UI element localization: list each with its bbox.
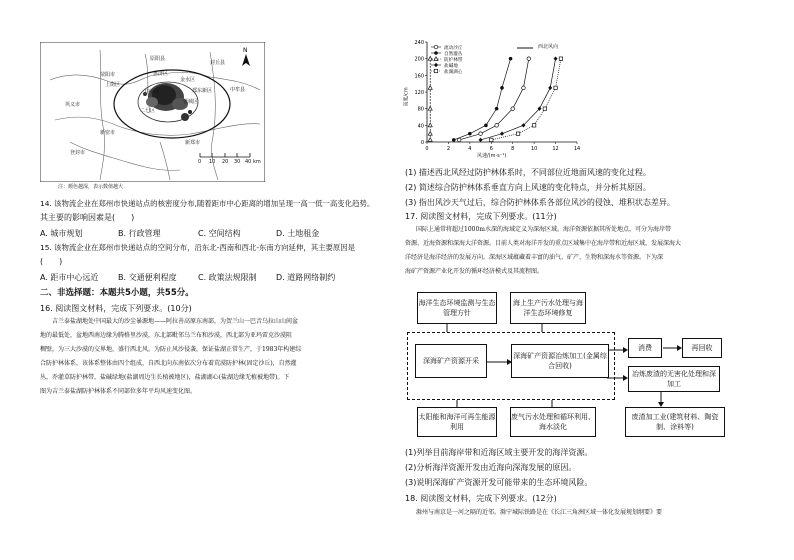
legend-label: 防护林带 bbox=[444, 57, 463, 63]
chart-legend bbox=[431, 44, 463, 75]
box-waste-industry: 废渣加工业(建筑材料、陶瓷制、涂料等) bbox=[625, 407, 725, 437]
data-point bbox=[548, 86, 552, 90]
legend-item bbox=[431, 68, 463, 75]
data-point bbox=[509, 57, 513, 61]
place-label: 原阳县 bbox=[150, 56, 166, 62]
data-point bbox=[495, 124, 499, 128]
series-5 bbox=[490, 57, 563, 142]
data-point bbox=[516, 132, 519, 135]
series-3 bbox=[428, 56, 432, 141]
q16-part: (1) 描述西北风经过防护林体系时，不同部位近地面风速的变化过程。 bbox=[405, 168, 651, 177]
data-point bbox=[452, 138, 456, 142]
box-eco-monitoring: 海洋生态环境监测与生态管理方针 bbox=[417, 292, 497, 324]
y-tick-label: 40 bbox=[417, 123, 424, 130]
q17-part: (1)列举目前海岸带和近海区域主要开发的海洋资源。 bbox=[405, 448, 593, 457]
data-point bbox=[428, 56, 432, 60]
place-label: 中牟县 bbox=[230, 87, 246, 93]
q14-option-b[interactable]: B. 行政管理 bbox=[118, 229, 161, 238]
data-point bbox=[428, 138, 432, 142]
section-heading: 二、非选择题：本题共5小题，共55分。 bbox=[40, 288, 194, 298]
q16-line: 合防护林体系，该体系整体由四个组成，自西北向东南依次分布着荒漠防护林(固定沙丘)，自然灌 bbox=[40, 360, 297, 367]
x-tick-label: 10 bbox=[530, 146, 538, 152]
q16-line: 丛，乔灌草防护林带，盐碱绿地(盐湖周边生长植被地区)，盐湖湖心(盐湖边缘无植被地带)。下 bbox=[40, 374, 290, 381]
box-sewage-treatment: 海上生产污水处理与海洋生态环境修复 bbox=[510, 292, 586, 324]
q15-text: 15. 该物流企业在郑州市快递站点的空间分布，沿东北-西南和西北-东南方向延伸，其主要原因是 bbox=[40, 243, 356, 252]
q15-option-b[interactable]: B. 交通便利程度 bbox=[118, 273, 177, 282]
q17-line: 洋经济是海洋经济的发展方向。深海区域蕴藏着丰富的油气、矿产、生物和深海水等资源。下为深 bbox=[405, 254, 664, 261]
place-label: 管城区 bbox=[183, 99, 199, 105]
q17-line: 资源、近海资源和深海大洋资源。目前人类对海洋开发的重点区域集中在海岸带和近海区域，发展深海大 bbox=[405, 240, 682, 247]
q14-option-c[interactable]: C. 空间结构 bbox=[198, 229, 241, 238]
y-tick-label: 160 bbox=[414, 73, 424, 80]
data-point bbox=[434, 45, 438, 49]
legend-label: 盐湖湖心 bbox=[444, 69, 463, 75]
place-label: 新密市 bbox=[100, 130, 116, 136]
q15-option-d[interactable]: D. 道路网络制约 bbox=[276, 273, 336, 282]
data-point bbox=[500, 131, 504, 135]
density-map bbox=[40, 42, 265, 182]
place-label: 金水区 bbox=[180, 77, 196, 83]
legend-item bbox=[431, 44, 463, 51]
q14-option-a[interactable]: A. 城市规划 bbox=[40, 229, 83, 238]
box-renewable: 太阳能和海洋可再生能源利用 bbox=[417, 407, 497, 437]
series-1 bbox=[457, 57, 530, 142]
box-recycling: 废气污水处理和循环利用、海水淡化 bbox=[510, 407, 596, 437]
scale-label: 30 bbox=[234, 159, 241, 165]
q17-part: (2)分析海洋资源开发由近海向深海发展的原因。 bbox=[405, 463, 577, 472]
data-point bbox=[559, 57, 562, 60]
q18-line: 滁州与南京是一河之隔的近邻。滁宁城际铁路是在《长江三角洲区域一体化发展规划纲要》要 bbox=[416, 509, 663, 516]
q16-heading: 16. 阅读图文材料，完成下列要求。(10分) bbox=[40, 304, 192, 313]
data-point bbox=[495, 107, 499, 111]
x-tick-label: 14 bbox=[573, 146, 581, 152]
legend-label: 自然灌丛 bbox=[444, 51, 463, 57]
data-point bbox=[543, 107, 546, 110]
q18-heading: 18. 阅读图文材料，完成下列要求。(12分) bbox=[405, 494, 557, 503]
place-label: 荥阳市 bbox=[100, 72, 116, 78]
q16-line: 吉兰泰盐湖地处中国最大的沙尘暴源地——阿拉善高原东南部，为贺兰山一巴音乌拉山山间盆 bbox=[52, 318, 299, 325]
q16-part: (2) 简述综合防护林体系垂直方向上风速的变化特点，并分析其原因。 bbox=[405, 183, 651, 192]
data-point bbox=[511, 107, 515, 111]
data-point bbox=[527, 57, 531, 61]
map-note: 注：颜色越深，表示数值越大 bbox=[58, 184, 124, 190]
y-tick-label: 240 bbox=[414, 40, 424, 46]
chart-ylabel: 高度/cm bbox=[403, 87, 410, 107]
scale-label: 40 km bbox=[245, 159, 261, 165]
data-point bbox=[522, 86, 526, 90]
q16-line: 图为吉兰泰盐湖防护林体系不同部位多年平均风速变化图。 bbox=[40, 388, 197, 395]
data-point bbox=[468, 132, 472, 136]
q17-line: 海矿产资源产业化开发的循环经济模式及其流程图。 bbox=[405, 268, 544, 275]
data-point bbox=[428, 131, 432, 135]
place-label: 巩义市 bbox=[65, 102, 81, 108]
legend-item bbox=[431, 56, 463, 63]
x-tick-label: 2 bbox=[446, 146, 451, 152]
flow-diagram bbox=[405, 290, 750, 440]
place-label: 新郑市 bbox=[185, 140, 201, 146]
svg-text:N: N bbox=[243, 47, 248, 54]
wind-speed-chart bbox=[405, 36, 590, 164]
y-tick-label: 80 bbox=[417, 106, 424, 113]
scale-label: 10 bbox=[209, 159, 216, 165]
chart-arrow-label: 西北风向 bbox=[538, 44, 559, 50]
scale-label: 20 bbox=[222, 159, 229, 165]
legend-item bbox=[431, 50, 463, 57]
place-label: 上街区 bbox=[105, 82, 121, 88]
data-point bbox=[479, 138, 483, 142]
q15-option-c[interactable]: C. 政策法规限制 bbox=[198, 273, 257, 282]
q15-text: ( ) bbox=[40, 257, 63, 266]
data-point bbox=[428, 106, 432, 110]
data-point bbox=[532, 124, 535, 127]
series-line bbox=[491, 59, 561, 140]
x-tick-label: 12 bbox=[552, 146, 559, 152]
place-label: 登封市 bbox=[70, 150, 86, 156]
data-point bbox=[434, 69, 437, 72]
q17-part: (3)说明深海矿产资源开发可能带来的生态环境风险。 bbox=[405, 478, 593, 487]
box-mining: 深海矿产资源开采 bbox=[415, 344, 487, 378]
q16-line: 稠壁，为三大沙漠的交界地，盛行西北风。为防止风沙侵袭，保证盐湖正常生产，于1983年构建综 bbox=[40, 346, 302, 353]
place-label: 中原区 bbox=[145, 89, 161, 95]
legend-label: 流动沙丘 bbox=[444, 45, 463, 51]
x-tick-label: 8 bbox=[511, 146, 515, 152]
data-point bbox=[554, 86, 557, 89]
q16-part: (3) 指出风沙天气过后，综合防护林体系各部位风沙的侵蚀、堆积状态差异。 bbox=[405, 198, 675, 207]
x-tick-label: 6 bbox=[489, 146, 493, 152]
chart-svg bbox=[405, 36, 590, 164]
place-label: 封丘县 bbox=[210, 60, 226, 66]
y-tick-label: 120 bbox=[414, 90, 424, 96]
x-tick-label: 4 bbox=[468, 146, 472, 152]
chart-xlabel: 风速/(m·s⁻¹) bbox=[477, 153, 507, 159]
data-point bbox=[500, 86, 504, 90]
q17-line: 国际上通常将超过1000m水深的海域定义为深海区域。海洋资源依据其所处地点，可分为海岸带 bbox=[416, 226, 671, 233]
data-point bbox=[554, 56, 558, 60]
q17-heading: 17. 阅读图文材料，完成下列要求。(11分) bbox=[405, 212, 557, 221]
q14-text: 14. 该物流企业在郑州市快递站点的核密度分布,随着距市中心距离的增加呈现一高一低一高变化趋势。 bbox=[40, 199, 375, 208]
data-point bbox=[434, 63, 438, 67]
place-label: 郑东新区 bbox=[192, 88, 213, 94]
data-point bbox=[428, 123, 432, 127]
place-label: 二七区 bbox=[140, 108, 156, 114]
box-consume: 消费 bbox=[628, 338, 662, 358]
legend-item bbox=[431, 62, 458, 69]
legend-label: 盐碱地 bbox=[444, 63, 458, 69]
series-4 bbox=[479, 56, 558, 142]
q16-line: 地的最低处，盆地西南边缘为腾格里沙漠，东北部毗邻乌兰布和沙漠，西北部为亚玛雷克沙漠阻 bbox=[40, 332, 293, 339]
y-tick-label: 0 bbox=[420, 140, 424, 146]
data-point bbox=[434, 57, 438, 61]
series-line bbox=[459, 59, 529, 140]
data-point bbox=[434, 51, 438, 55]
q14-text: 其主要的影响因素是( ) bbox=[40, 213, 135, 222]
box-recycle: 再回收 bbox=[682, 338, 722, 358]
q15-option-a[interactable]: A. 距市中心远近 bbox=[40, 273, 99, 282]
scale-label: 0 bbox=[198, 159, 202, 165]
box-waste: 冶炼废渣的无害化处理和深加工 bbox=[628, 366, 720, 392]
place-label: 惠济区 bbox=[153, 71, 169, 77]
data-point bbox=[490, 138, 493, 141]
box-smelting: 深海矿产资源冶炼加工(金属综合回收) bbox=[511, 344, 609, 378]
data-point bbox=[479, 132, 483, 136]
x-tick-label: 0 bbox=[425, 146, 429, 152]
q14-option-d[interactable]: D. 土地租金 bbox=[276, 229, 320, 238]
y-tick-label: 200 bbox=[414, 56, 424, 63]
data-point bbox=[428, 86, 432, 90]
data-point bbox=[484, 124, 488, 128]
